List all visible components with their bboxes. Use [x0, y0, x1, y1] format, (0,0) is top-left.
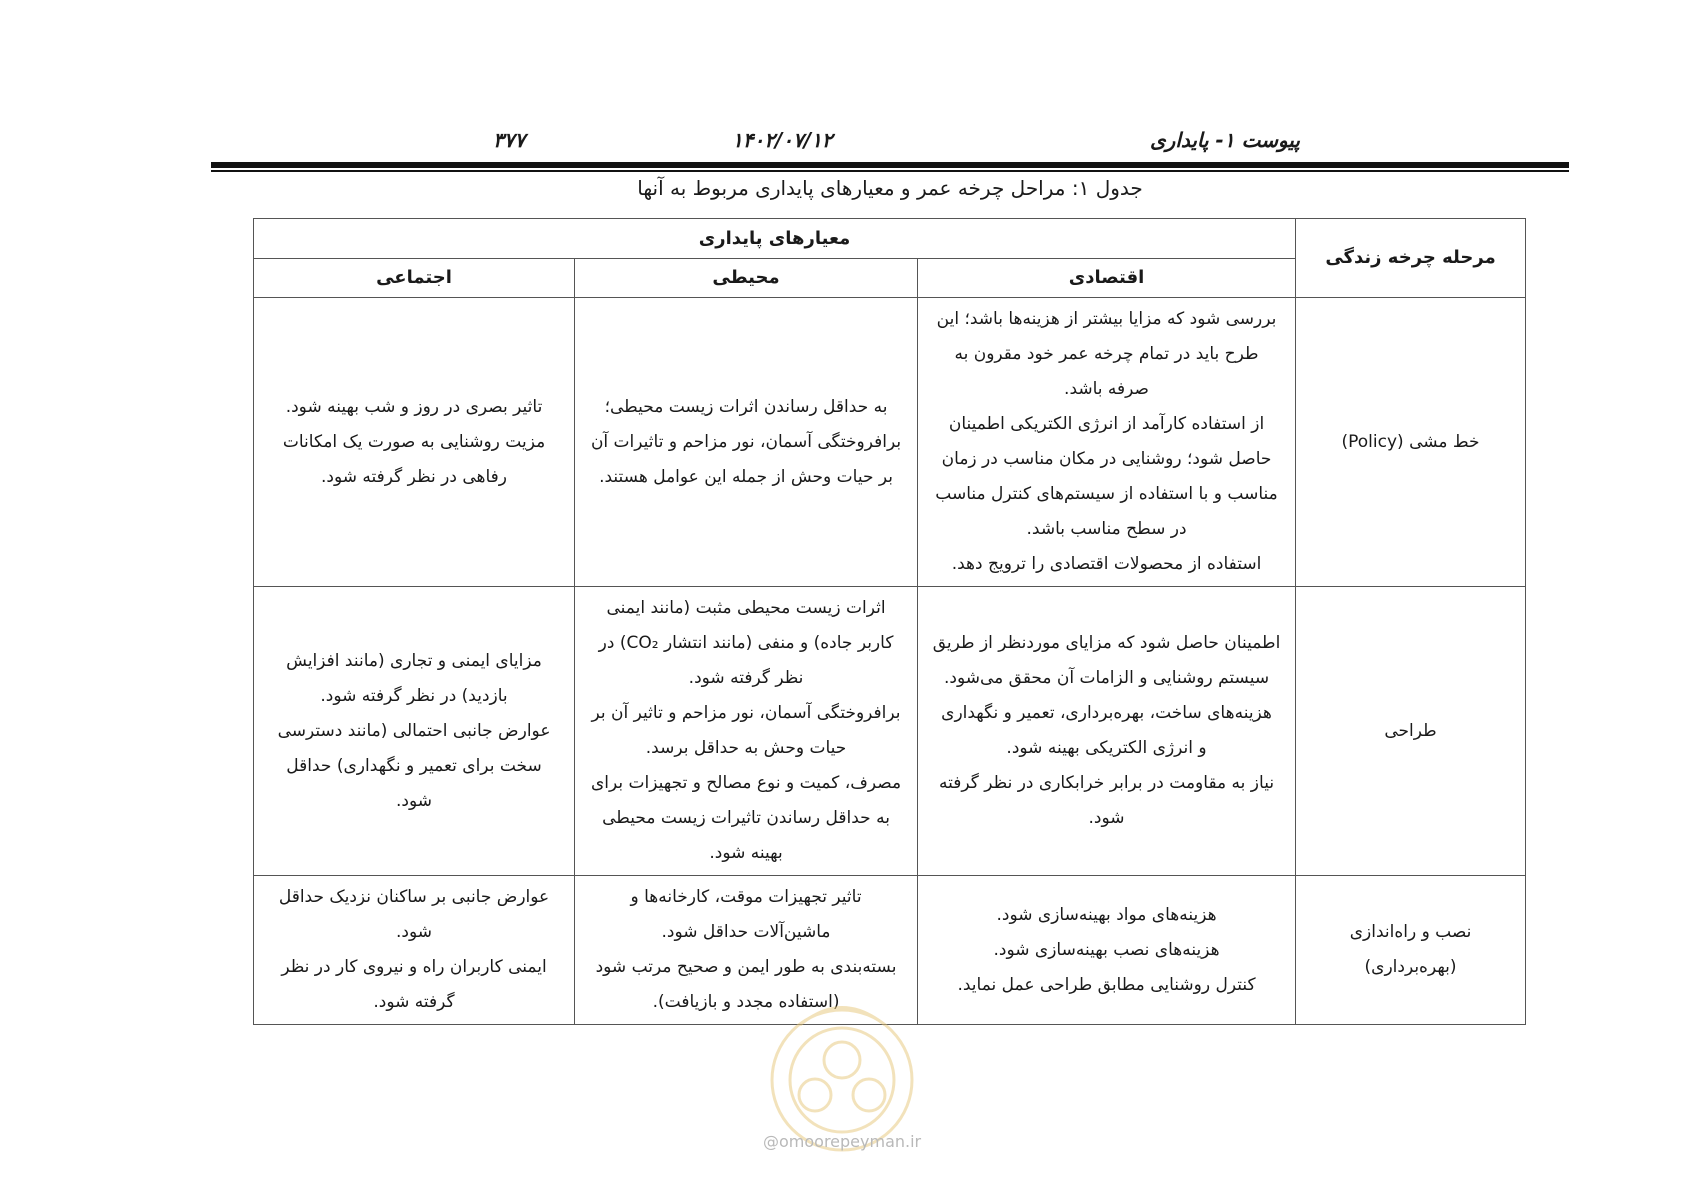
cell-line: (بهره‌برداری) — [1364, 957, 1457, 977]
table-row — [254, 298, 1526, 587]
cell-stage — [1296, 298, 1526, 587]
cell-line: طراحی — [1384, 720, 1437, 741]
cell-line: اطمینان حاصل شود که مزایای موردنظر از طریق — [932, 633, 1281, 653]
header-criteria: معیارهای پایداری — [254, 219, 1296, 259]
cell-line: کنترل روشنایی مطابق طراحی عمل نماید. — [957, 974, 1256, 995]
cell-line: حاصل شود؛ روشنایی در مکان مناسب در زمان — [941, 449, 1272, 469]
cell-stage — [1296, 876, 1526, 1025]
cell-line: خط مشی (Policy) — [1341, 431, 1480, 452]
cell-line: شود. — [396, 790, 433, 811]
cell-line: در سطح مناسب باشد. — [1026, 519, 1187, 539]
header-date: ۱۴۰۲/۰۷/۱۲ — [732, 128, 833, 152]
cell-line: سخت برای تعمیر و نگهداری) حداقل — [286, 755, 542, 776]
cell-economic — [918, 876, 1296, 1025]
cell-line: اثرات زیست محیطی مثبت (مانند ایمنی — [606, 598, 886, 618]
cell-social — [254, 876, 575, 1025]
cell-line: عوارض جانبی بر ساکنان نزدیک حداقل — [278, 887, 550, 907]
cell-line: رفاهی در نظر گرفته شود. — [321, 466, 507, 487]
cell-line: استفاده از محصولات اقتصادی را ترویج دهد. — [951, 554, 1262, 574]
cell-line: به حداقل رساندن تاثیرات زیست محیطی — [602, 808, 890, 828]
cell-line: هزینه‌های مواد بهینه‌سازی شود. — [996, 904, 1217, 925]
cell-economic — [918, 587, 1296, 876]
cell-line: عوارض جانبی احتمالی (مانند دسترسی — [277, 720, 551, 741]
cell-line: حیات وحش به حداقل برسد. — [645, 738, 847, 758]
cell-line: مزایای ایمنی و تجاری (مانند افزایش — [286, 650, 542, 671]
cell-line: مصرف، کمیت و نوع مصالح و تجهیزات برای — [590, 773, 902, 793]
cell-line: مناسب و با استفاده از سیستم‌های کنترل مناسب — [935, 484, 1278, 504]
cell-line: شود. — [396, 922, 433, 942]
cell-line: تاثیر بصری در روز و شب بهینه شود. — [285, 396, 543, 417]
cell-line: سیستم روشنایی و الزامات آن محقق می‌شود. — [943, 668, 1270, 688]
cell-line: مزیت روشنایی به صورت یک امکانات — [282, 431, 546, 452]
cell-social — [254, 298, 575, 587]
cell-line: هزینه‌های نصب بهینه‌سازی شود. — [993, 939, 1220, 960]
cell-line: ماشین‌آلات حداقل شود. — [661, 922, 831, 942]
cell-line: بهینه شود. — [709, 843, 783, 863]
header-rule-thin — [211, 170, 1569, 172]
cell-line: شود. — [1088, 808, 1125, 828]
cell-line: بررسی شود که مزایا بیشتر از هزینه‌ها باشد؛ این — [936, 309, 1277, 329]
header-rule-thick — [211, 162, 1569, 168]
cell-economic — [918, 298, 1296, 587]
cell-line: کاربر جاده) و منفی (مانند انتشار CO₂) در — [598, 633, 894, 653]
header-social: اجتماعی — [254, 259, 575, 298]
cell-line: برافروختگی آسمان، نور مزاحم و تاثیرات آن — [590, 431, 902, 452]
cell-line: (استفاده مجدد و بازیافت). — [652, 992, 840, 1012]
section-title: پیوست ۱- پایداری — [1150, 128, 1300, 152]
table-row — [254, 587, 1526, 876]
cell-social — [254, 587, 575, 876]
cell-line: نیاز به مقاومت در برابر خرابکاری در نظر گرفته — [939, 773, 1275, 793]
page-number: ۳۷۷ — [493, 128, 526, 152]
cell-line: برافروختگی آسمان، نور مزاحم و تاثیر آن بر — [591, 703, 901, 723]
cell-line: بسته‌بندی به طور ایمن و صحیح مرتب شود — [595, 957, 897, 977]
cell-line: ایمنی کاربران راه و نیروی کار در نظر — [281, 957, 547, 977]
header-economic: اقتصادی — [918, 259, 1296, 298]
cell-line: به حداقل رساندن اثرات زیست محیطی؛ — [604, 396, 888, 417]
cell-line: گرفته شود. — [373, 992, 455, 1012]
watermark-url: @omoorepeyman.ir — [763, 1132, 922, 1151]
cell-environmental — [575, 298, 918, 587]
cell-line: بازدید) در نظر گرفته شود. — [320, 685, 508, 706]
cell-line: صرفه باشد. — [1064, 379, 1149, 399]
cell-line: تاثیر تجهیزات موقت، کارخانه‌ها و — [630, 887, 862, 907]
cell-line: نظر گرفته شود. — [688, 668, 804, 688]
table-caption: جدول ۱: مراحل چرخه عمر و معیارهای پایداری مربوط به آنها — [637, 176, 1143, 200]
cell-line: هزینه‌های ساخت، بهره‌برداری، تعمیر و نگهداری — [941, 703, 1272, 723]
cell-line: از استفاده کارآمد از انرژی الکتریکی اطمینان — [948, 414, 1265, 434]
cell-stage — [1296, 587, 1526, 876]
cell-line: و انرژی الکتریکی بهینه شود. — [1006, 738, 1207, 758]
cell-line: طرح باید در تمام چرخه عمر خود مقرون به — [954, 344, 1259, 364]
header-stage: مرحله چرخه زندگی — [1296, 219, 1526, 298]
cell-line: نصب و راه‌اندازی — [1349, 922, 1472, 942]
sustainability-table — [253, 218, 1526, 1025]
header-environmental: محیطی — [575, 259, 918, 298]
cell-environmental — [575, 587, 918, 876]
cell-line: بر حیات وحش از جمله این عوامل هستند. — [599, 466, 893, 487]
